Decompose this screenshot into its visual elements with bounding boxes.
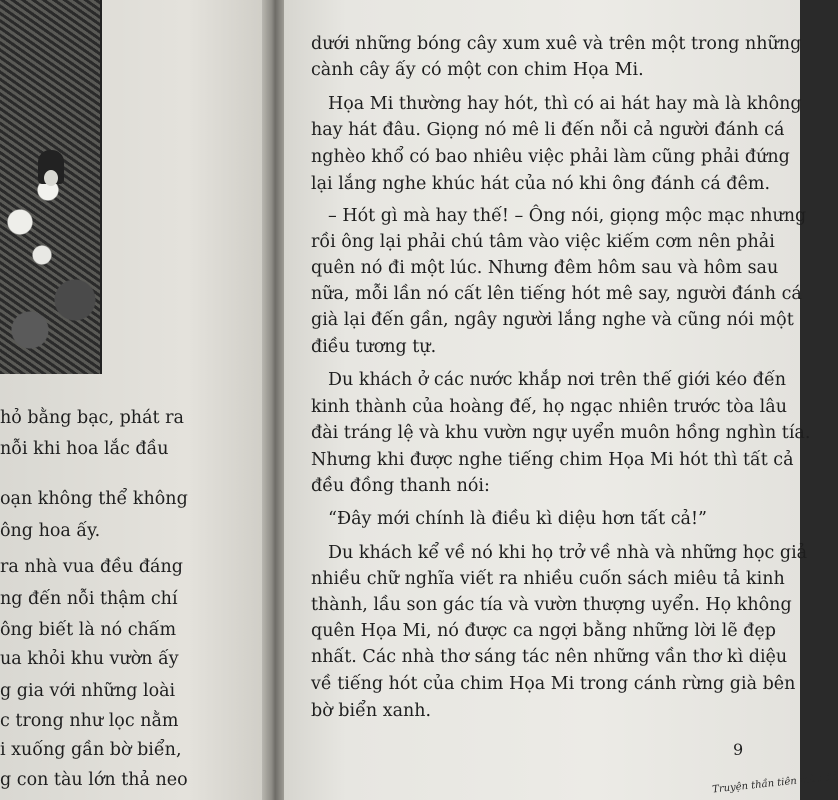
right-text-line: quên Họa Mi, nó được ca ngợi bằng những lời lẽ đẹp [311,621,776,641]
right-text-line: – Hót gì mà hay thế! – Ông nói, giọng mộc mạc nhưng [328,206,807,226]
right-text-line: đều đồng thanh nói: [311,476,490,496]
quote-line: “Đây mới chính là điều kì diệu hơn tất cả!” [328,509,707,529]
right-text-line: đài tráng lệ và khu vườn ngự uyển muôn hồng nghìn tía. [311,423,811,443]
right-text-line: thành, lầu son gác tía và vườn thượng uyển. Họ không [311,595,792,615]
right-page [284,0,811,800]
right-text-line: nhiều chữ nghĩa viết ra nhiều cuốn sách miêu tả kinh [311,569,785,589]
left-text-line: g gia với những loài [0,681,176,701]
right-text-line: Họa Mi thường hay hót, thì có ai hát hay mà là không [328,94,802,114]
left-text-line: nỗi khi hoa lắc đầu [0,439,169,459]
right-text-line: nghèo khổ có bao nhiêu việc phải làm cũng phải đứng [311,147,790,167]
left-text-line: ra nhà vua đều đáng [0,557,183,577]
right-text-line: lại lắng nghe khúc hát của nó khi ông đánh cá đêm. [311,174,771,194]
right-text-line: cành cây ấy có một con chim Họa Mi. [311,60,644,80]
book-gutter [262,0,286,800]
left-text-line: ông hoa ấy. [0,521,101,541]
left-text-line: g con tàu lớn thả neo [0,770,188,790]
left-text-line: oạn không thể không [0,489,188,509]
left-text-line: ua khỏi khu vườn ấy [0,649,179,669]
right-text-line: điều tương tự. [311,337,437,357]
illustration-face [44,170,58,186]
left-text-line: ng đến nỗi thậm chí [0,589,178,609]
right-text-line: hay hát đâu. Giọng nó mê li đến nỗi cả người đánh cá [311,120,785,140]
right-text-line: Nhưng khi được nghe tiếng chim Họa Mi hót thì tất cả [311,450,794,470]
left-text-line: i xuống gần bờ biển, [0,740,182,760]
right-text-line: bờ biển xanh. [311,701,432,721]
right-text-line: kinh thành của hoàng đế, họ ngạc nhiên trước tòa lâu [311,397,787,417]
footer-brand: Truyện thần tiên màu đỏ [711,771,838,796]
left-text-line: ông biết là nó chấm [0,620,177,640]
right-text-line: nữa, mỗi lần nó cất lên tiếng hót mê say, người đánh cá [311,284,802,304]
right-text-line: già lại đến gần, ngây người lắng nghe và cũng nói một [311,310,794,330]
right-text-line: nhất. Các nhà thơ sáng tác nên những vần thơ kì diệu [311,647,788,667]
right-text-line: dưới những bóng cây xum xuê và trên một trong những [311,34,802,54]
left-text-line: hỏ bằng bạc, phát ra [0,408,184,428]
right-text-line: rồi ông lại phải chú tâm vào việc kiếm cơm nên phải [311,232,775,252]
right-text-line: Du khách ở các nước khắp nơi trên thế giới kéo đến [328,370,786,390]
left-text-line: c trong như lọc nằm [0,711,179,731]
right-text-line: về tiếng hót của chim Họa Mi trong cánh rừng già bên [311,674,796,694]
right-text-line: Du khách kể về nó khi họ trở về nhà và những học giả [328,543,808,563]
illustration-image [0,0,102,374]
right-text-line: quên nó đi một lúc. Nhưng đêm hôm sau và hôm sau [311,258,779,278]
page-number: 9 [733,740,744,759]
left-page [0,0,268,800]
